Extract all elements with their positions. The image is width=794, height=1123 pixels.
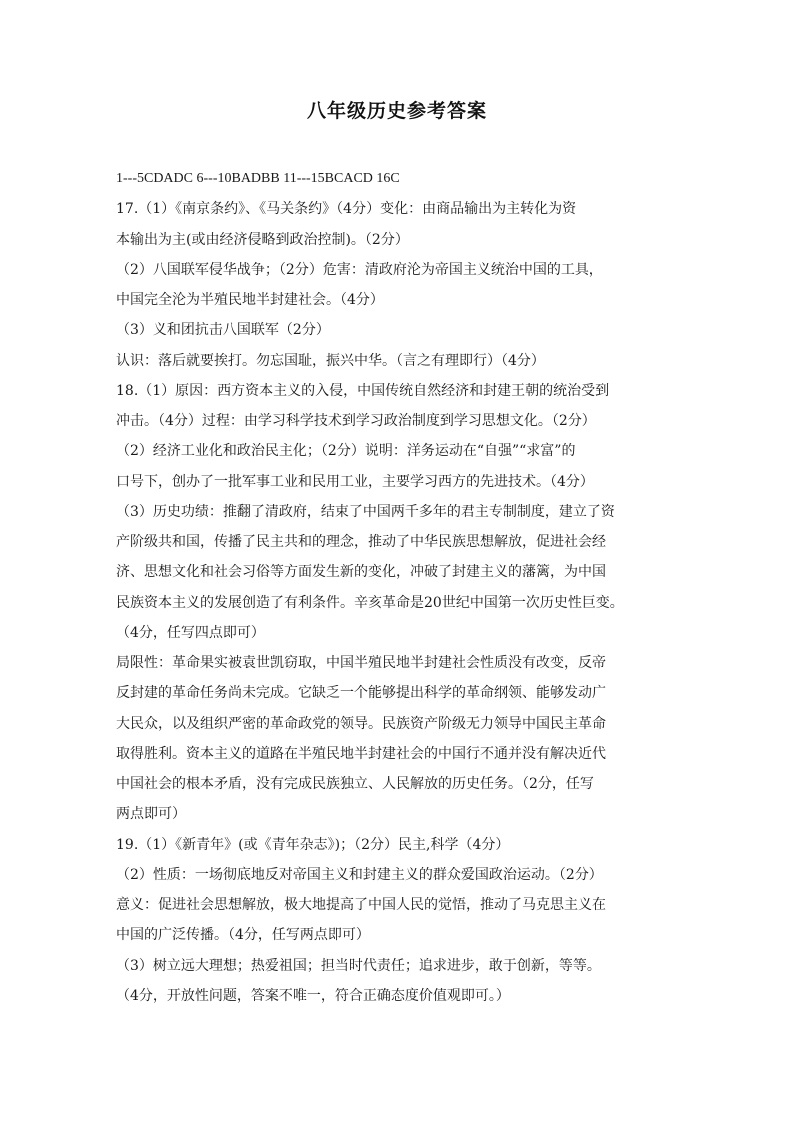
answer-line: （2）性质：一场彻底地反对帝国主义和封建主义的群众爱国政治运动。（2分） bbox=[116, 867, 603, 883]
answer-line: 17.（1）《南京条约》、《马关条约》（4分）变化：由商品输出为主转化为资 bbox=[116, 201, 577, 217]
answer-line: （2）八国联军侵华战争；（2分）危害：清政府沦为帝国主义统治中国的工具， bbox=[116, 262, 603, 278]
answer-line: 反封建的革命任务尚未完成。它缺乏一个能够提出科学的革命纲领、能够发动广 bbox=[116, 685, 606, 701]
answer-line: （3）义和团抗击八国联军（2分） bbox=[116, 322, 330, 338]
answer-line: 民族资本主义的发展创造了有利条件。辛亥革命是20世纪中国第一次历史性巨变。 bbox=[116, 595, 624, 611]
answer-line: 中国完全沦为半殖民地半封建社会。（4分） bbox=[116, 292, 384, 308]
answer-line: 济、思想文化和社会习俗等方面发生新的变化，冲破了封建主义的藩篱，为中国 bbox=[116, 564, 606, 580]
answer-line: （4分，开放性问题，答案不唯一，符合正确态度价值观即可。） bbox=[116, 988, 510, 1004]
answer-line: 19.（1）《新青年》(或《青年杂志》)；（2分）民主,科学（4分） bbox=[116, 837, 510, 853]
answer-line-choice-keys: 1---5CDADC 6---10BADBB 11---15BCACD 16C bbox=[116, 171, 400, 186]
page-title: 八年级历史参考答案 bbox=[306, 100, 487, 122]
answer-line: 两点即可） bbox=[116, 806, 186, 822]
answer-line: 意义：促进社会思想解放，极大地提高了中国人民的觉悟，推动了马克思主义在 bbox=[116, 897, 606, 913]
answer-line: 产阶级共和国，传播了民主共和的理念，推动了中华民族思想解放，促进社会经 bbox=[116, 534, 606, 550]
answer-line: 冲击。（4分）过程：由学习科学技术到学习政治制度到学习思想文化。（2分） bbox=[116, 413, 596, 429]
answer-line: （2）经济工业化和政治民主化；（2分）说明：洋务运动在“自强”“求富”的 bbox=[116, 443, 576, 459]
answer-line: 大民众，以及组织严密的革命政党的领导。民族资产阶级无力领导中国民主革命 bbox=[116, 716, 606, 732]
answer-line: 中国社会的根本矛盾，没有完成民族独立、人民解放的历史任务。（2分，任写 bbox=[116, 776, 594, 792]
answer-line: 18.（1）原因：西方资本主义的入侵，中国传统自然经济和封建王朝的统治受到 bbox=[116, 383, 610, 399]
answer-line: （4分，任写四点即可） bbox=[116, 625, 265, 641]
answer-line: 本输出为主(或由经济侵略到政治控制)。（2分） bbox=[116, 232, 409, 248]
answer-line: 口号下，创办了一批军事工业和民用工业，主要学习西方的先进技术。（4分） bbox=[116, 474, 594, 490]
answer-line: 认识：落后就要挨打。勿忘国耻，振兴中华。（言之有理即行）（4分） bbox=[116, 353, 545, 369]
answer-line: 中国的广泛传播。（4分，任写两点即可） bbox=[116, 927, 370, 943]
answer-line: （3）历史功绩：推翻了清政府，结束了中国两千多年的君主专制制度，建立了资 bbox=[116, 504, 615, 520]
answer-line: 局限性：革命果实被袁世凯窃取，中国半殖民地半封建社会性质没有改变，反帝 bbox=[116, 655, 606, 671]
answer-line: （3）树立远大理想；热爱祖国；担当时代责任；追求进步，敢于创新，等等。 bbox=[116, 958, 601, 974]
answer-line: 取得胜利。资本主义的道路在半殖民地半封建社会的中国行不通并没有解决近代 bbox=[116, 746, 606, 762]
